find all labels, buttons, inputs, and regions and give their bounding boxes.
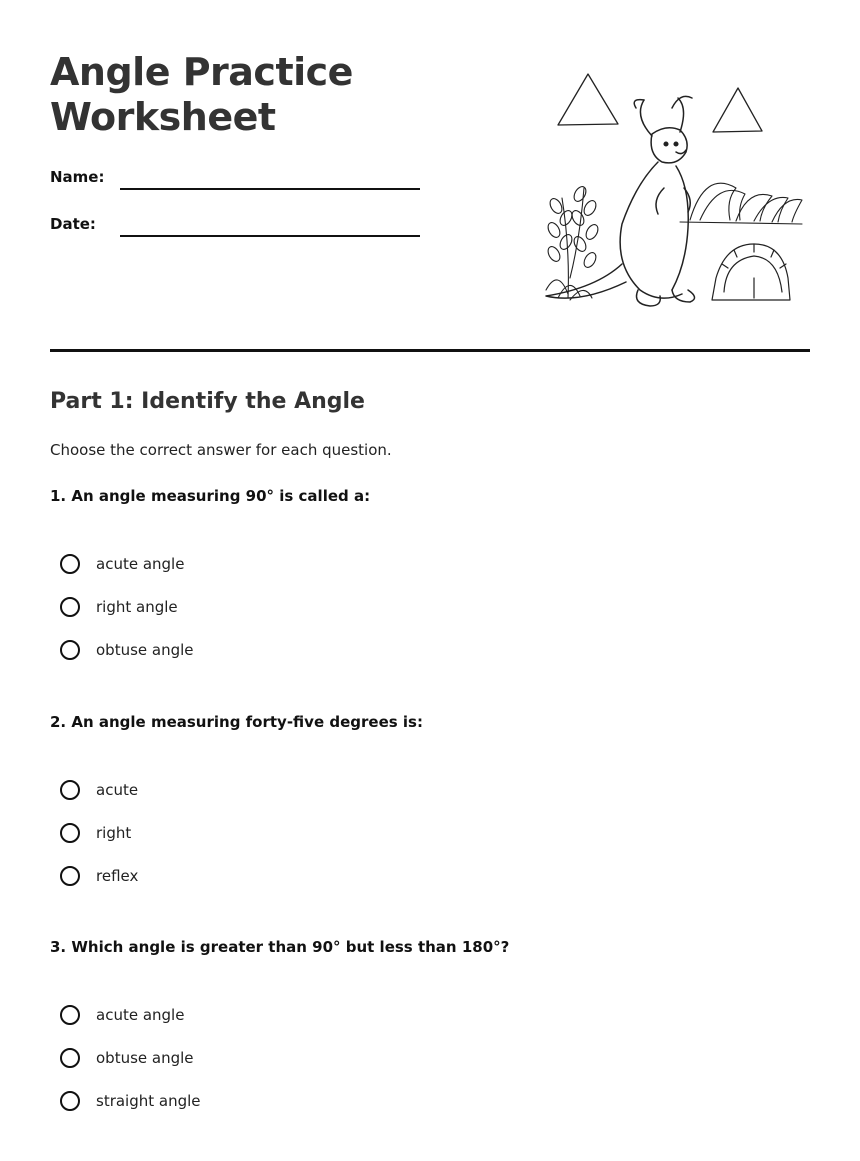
radio-circle[interactable]: [60, 866, 80, 886]
radio-circle[interactable]: [60, 640, 80, 660]
question-1-option-1[interactable]: [60, 551, 184, 577]
name-label: Name:: [50, 168, 105, 186]
question-1-option-2[interactable]: [60, 594, 178, 620]
title-line-1: Angle Practice: [50, 50, 353, 94]
question-2: 2. An angle measuring forty-five degrees is:: [50, 713, 423, 731]
date-label: Date:: [50, 215, 96, 233]
opera-house-drawing: [680, 183, 802, 224]
radio-circle[interactable]: [60, 823, 80, 843]
kangaroo-illustration: [540, 68, 810, 318]
radio-circle[interactable]: [60, 1005, 80, 1025]
option-label: acute angle: [96, 1006, 185, 1024]
name-write-line[interactable]: [120, 188, 420, 190]
option-label: straight angle: [96, 1092, 201, 1110]
title-line-2: Worksheet: [50, 95, 276, 139]
part-1-instructions: Choose the correct answer for each question.: [50, 441, 392, 459]
option-label: right angle: [96, 598, 178, 616]
question-3-option-2[interactable]: [60, 1045, 194, 1071]
question-3: 3. Which angle is greater than 90° but less than 180°?: [50, 938, 510, 956]
radio-circle[interactable]: [60, 1048, 80, 1068]
radio-circle[interactable]: [60, 554, 80, 574]
option-label: obtuse angle: [96, 1049, 194, 1067]
radio-circle[interactable]: [60, 597, 80, 617]
question-1: 1. An angle measuring 90° is called a:: [50, 487, 371, 505]
radio-circle[interactable]: [60, 1091, 80, 1111]
worksheet-title: [50, 50, 353, 140]
name-field[interactable]: [50, 160, 430, 190]
triangle-shape-left: [558, 74, 618, 125]
option-label: right: [96, 824, 132, 842]
date-write-line[interactable]: [120, 235, 420, 237]
question-3-option-1[interactable]: [60, 1002, 184, 1028]
radio-circle[interactable]: [60, 780, 80, 800]
triangle-shape-right: [713, 88, 762, 132]
question-2-option-1[interactable]: [60, 777, 138, 803]
header-divider: [50, 349, 810, 352]
part-1-title: Part 1: Identify the Angle: [50, 389, 365, 414]
question-3-option-3[interactable]: [60, 1088, 201, 1114]
option-label: obtuse angle: [96, 641, 194, 659]
question-1-option-3[interactable]: [60, 637, 194, 663]
option-label: reflex: [96, 867, 139, 885]
date-field[interactable]: [50, 207, 430, 237]
option-label: acute angle: [96, 555, 185, 573]
option-label: acute: [96, 781, 139, 799]
protractor-drawing: [712, 244, 790, 300]
question-2-option-2[interactable]: [60, 820, 131, 846]
question-2-option-3[interactable]: [60, 863, 138, 889]
